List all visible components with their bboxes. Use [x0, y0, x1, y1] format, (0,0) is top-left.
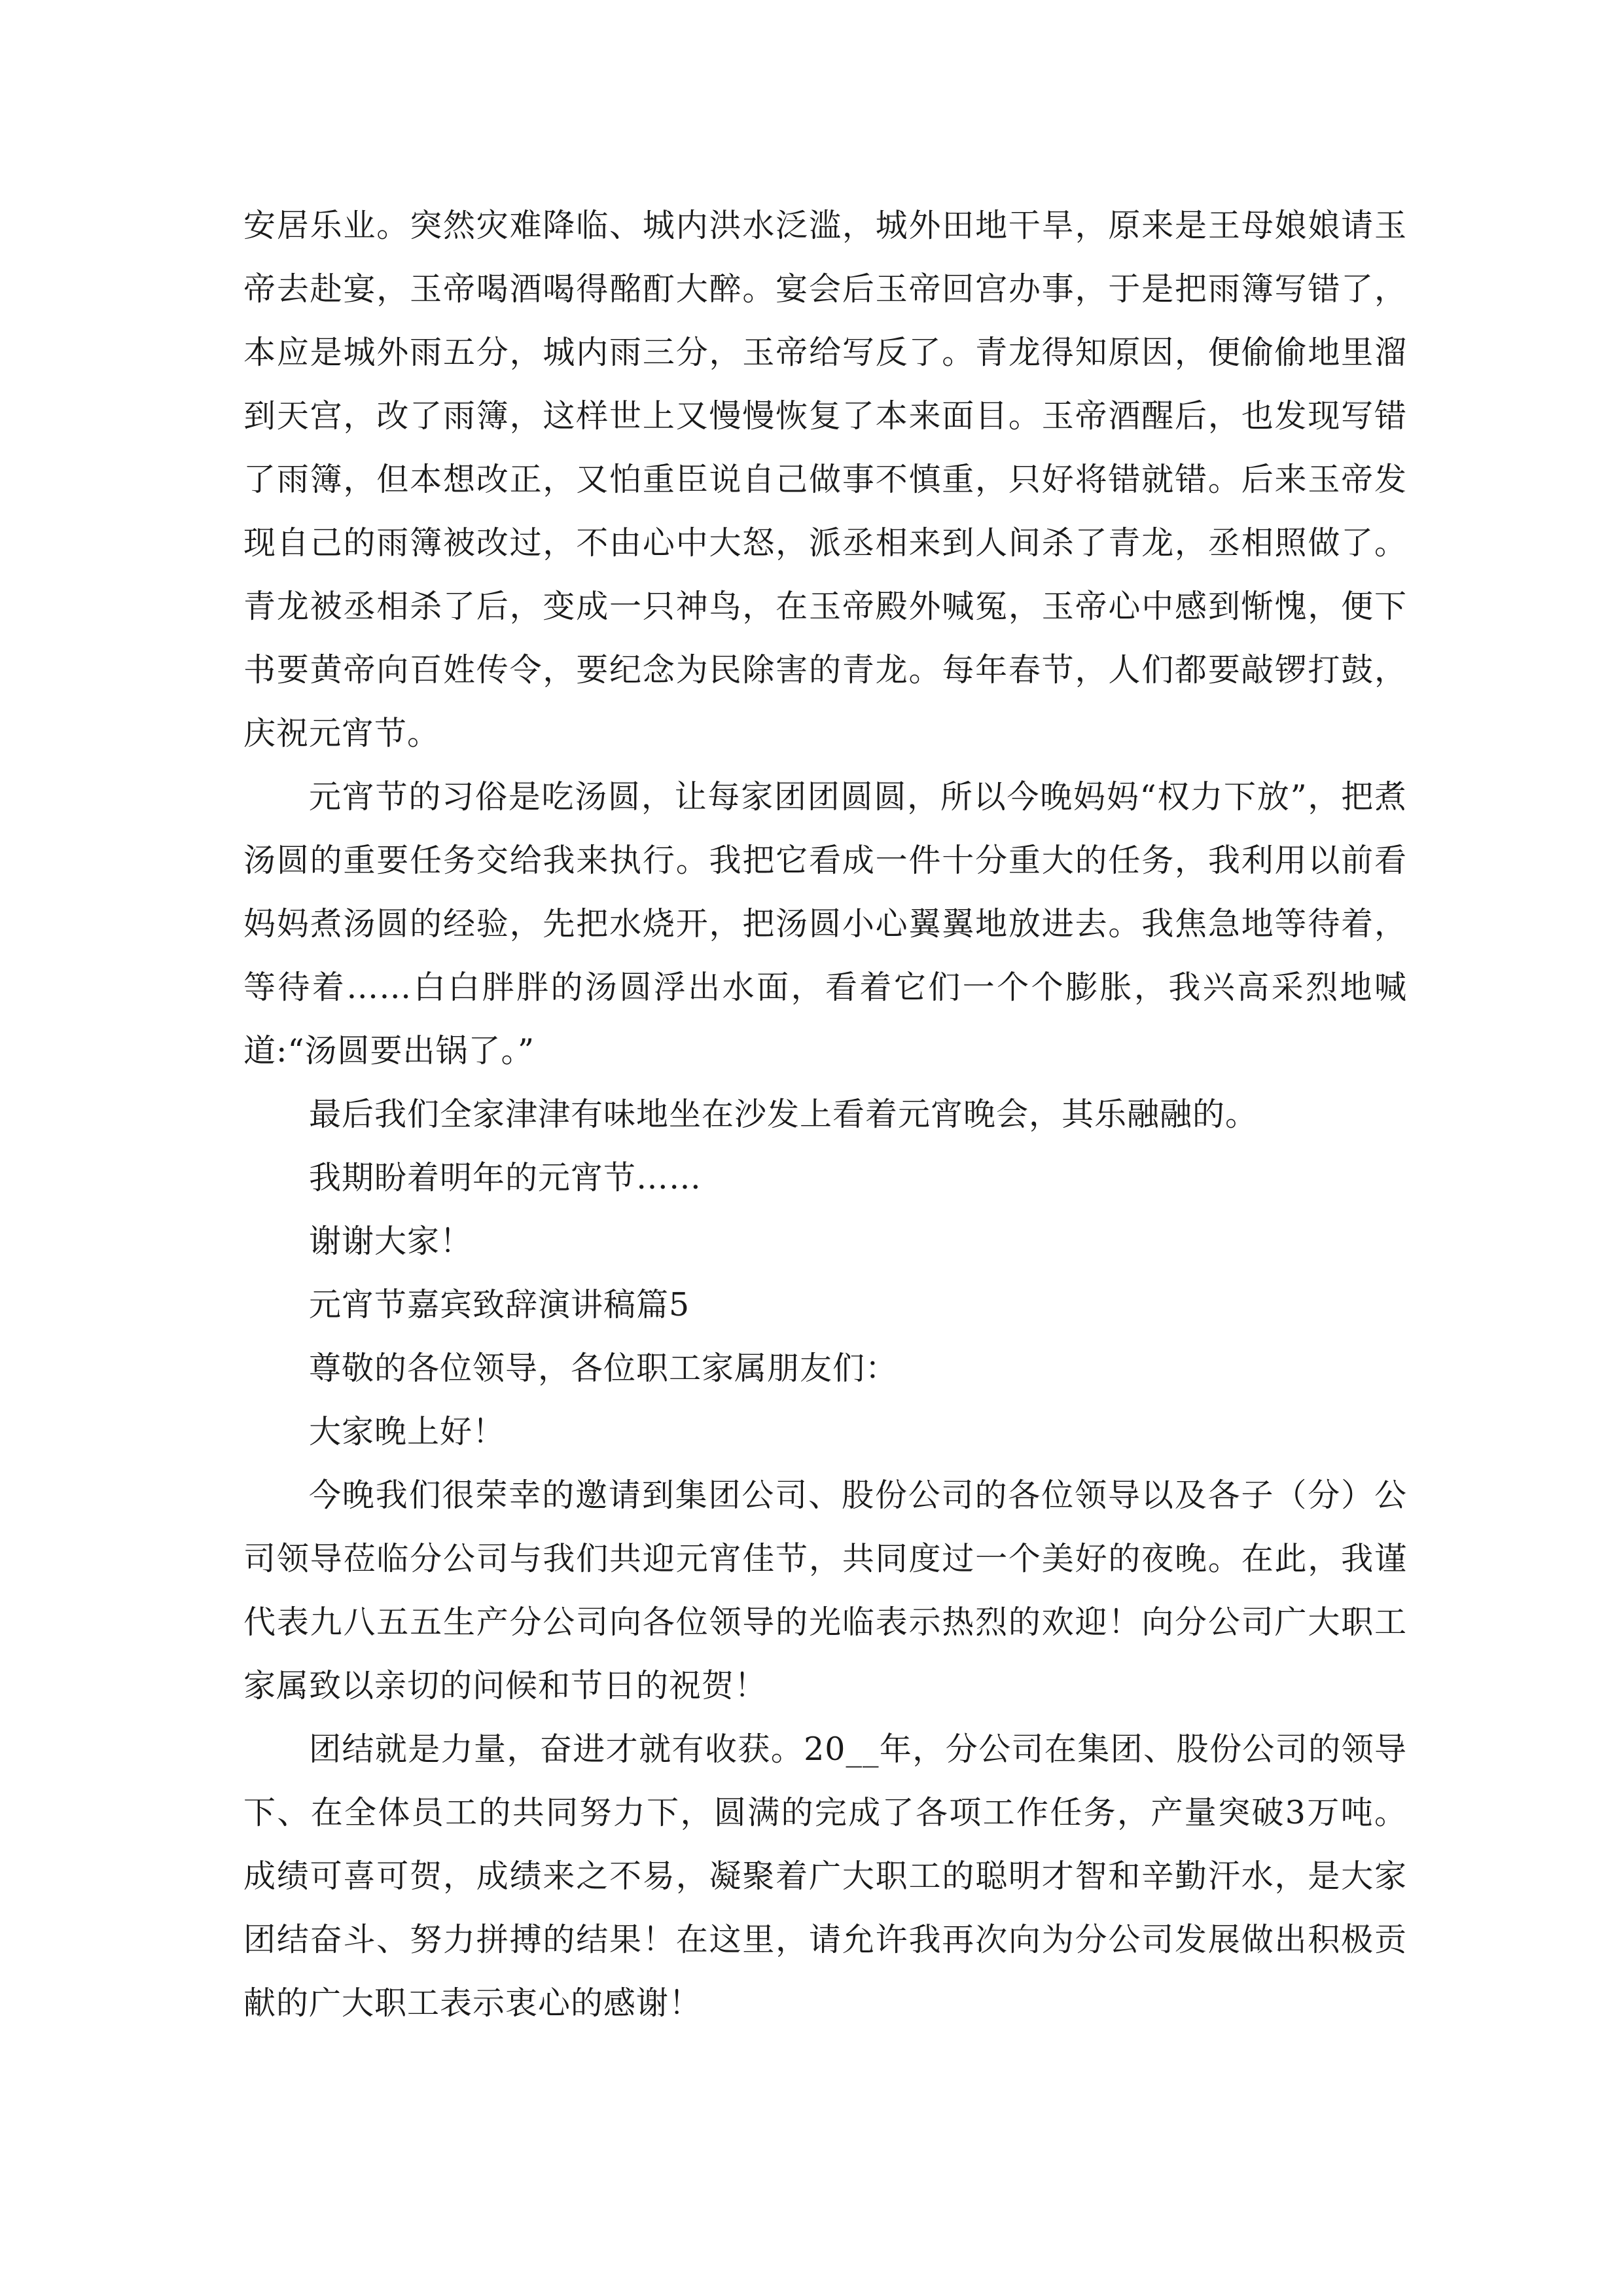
paragraph-family-gala: 最后我们全家津津有味地坐在沙发上看着元宵晚会，其乐融融的。 — [309, 1096, 1258, 1133]
document-body — [243, 194, 1407, 2035]
paragraph-tangyuan: 元宵节的习俗是吃汤圆，让每家团团圆圆，所以今晚妈妈“权力下放”，把煮汤圆的重要任务交给我来执行。我把它看成一件十分重大的任务，我利用以前看妈妈煮汤圆的经验，先把水烧开，把汤圆小心翼翼地放进去。我焦急地等待着，等待着……白白胖胖的汤圆浮出水面，看着它们一个个膨胀，我兴高采烈地喊道:“汤圆要出锅了。” — [243, 778, 1407, 1069]
greeting: 大家晚上好！ — [309, 1413, 506, 1450]
paragraph-thanks: 谢谢大家！ — [309, 1223, 473, 1260]
paragraph-welcome: 今晚我们很荣幸的邀请到集团公司、股份公司的各位领导以及各子（分）公司领导莅临分公司与我们共迎元宵佳节，共同度过一个美好的夜晚。在此，我谨代表九八五五生产分公司向各位领导的光临表示热烈的欢迎！向分公司广大职工家属致以亲切的问候和节日的祝贺！ — [243, 1477, 1407, 1704]
paragraph-story-continued: 安居乐业。突然灾难降临、城内洪水泛滥，城外田地干旱，原来是王母娘娘请玉帝去赴宴，玉帝喝酒喝得酩酊大醉。宴会后玉帝回宫办事，于是把雨簿写错了，本应是城外雨五分，城内雨三分，玉帝给写反了。青龙得知原因，便偷偷地里溜到天宫，改了雨簿，这样世上又慢慢恢复了本来面目。玉帝酒醒后，也发现写错了雨簿，但本想改正，又怕重臣说自己做事不慎重，只好将错就错。后来玉帝发现自己的雨簿被改过，不由心中大怒，派丞相来到人间杀了青龙，丞相照做了。青龙被丞相杀了后，变成一只神鸟，在玉帝殿外喊冤，玉帝心中感到惭愧，便下书要黄帝向百姓传令，要纪念为民除害的青龙。每年春节，人们都要敲锣打鼓，庆祝元宵节。 — [243, 207, 1407, 752]
paragraph-achievements: 团结就是力量，奋进才就有收获。20__年，分公司在集团、股份公司的领导下、在全体员工的共同努力下，圆满的完成了各项工作任务，产量突破3万吨。成绩可喜可贺，成绩来之不易，凝聚着广大职工的聪明才智和辛勤汗水，是大家团结奋斗、努力拼搏的结果！在这里，请允许我再次向为分公司发展做出积极贡献的广大职工表示衷心的感谢！ — [243, 1731, 1407, 2022]
salutation: 尊敬的各位领导，各位职工家属朋友们： — [309, 1350, 899, 1387]
paragraph-looking-forward: 我期盼着明年的元宵节…… — [309, 1159, 702, 1196]
section-heading: 元宵节嘉宾致辞演讲稿篇5 — [309, 1286, 690, 1323]
